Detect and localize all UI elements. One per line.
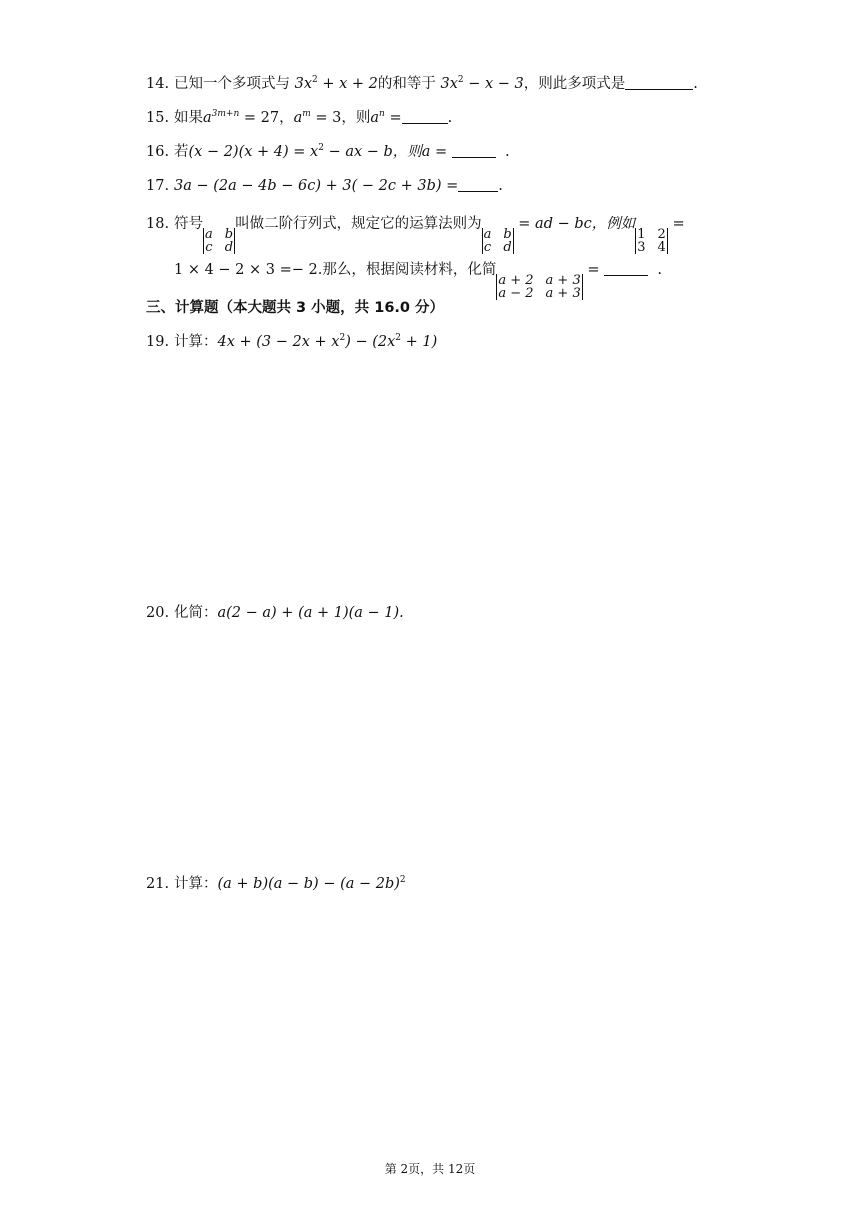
math-expression: =: [587, 262, 600, 278]
exponent: 2: [399, 875, 406, 885]
math-expression: =: [389, 110, 402, 126]
question-number: 19.: [146, 334, 170, 350]
math-expression: = ad − bc，例如: [518, 216, 636, 232]
math-expression: a: [370, 110, 380, 126]
question-text: 叫做二阶行列式，规定它的运算法则为: [235, 216, 482, 232]
exponent: 3m+n: [211, 109, 240, 119]
question-15: [146, 108, 452, 128]
question-16: [146, 142, 510, 162]
math-expression: 3x: [294, 76, 313, 92]
determinant: a + 2 a + 3 a − 2 a + 3: [498, 273, 581, 301]
section-heading: 三、计算题（本大题共 3 小题，共 16.0 分）: [146, 300, 445, 316]
question-14: 14. 已知一个多项式与 $3x^2 + x + 2$的和等于 $3x^2 - x - 3$，则此多项式是 .: [146, 75, 698, 92]
answer-blank[interactable]: [402, 109, 448, 124]
question-text: 化简：: [174, 605, 218, 621]
question-text: 1 × 4 − 2 × 3 =− 2.那么，根据阅读材料，化简: [174, 262, 497, 278]
determinant: a b c d: [483, 227, 512, 255]
math-expression: 3a − (2a − 4b − 6c) + 3( − 2c + 3b) =: [174, 178, 459, 194]
math-expression: 4x + (3 − 2x + x: [217, 334, 340, 350]
question-17: [146, 176, 503, 196]
punctuation: .: [657, 262, 662, 278]
punctuation: .: [505, 144, 510, 160]
question-21: [146, 874, 406, 894]
question-18: [146, 214, 685, 254]
question-number: 15.: [146, 110, 170, 126]
question-18-continued: [174, 260, 662, 300]
punctuation: .: [693, 76, 698, 92]
math-expression: − ax − b，则: [328, 144, 422, 160]
math-expression: + 1): [405, 334, 438, 350]
question-19: [146, 332, 437, 352]
punctuation: .: [498, 178, 503, 194]
question-text: 如果: [174, 110, 203, 126]
answer-blank[interactable]: [604, 261, 648, 276]
math-expression: a: [203, 110, 212, 126]
page-footer: 第 2页，共 12页: [384, 1162, 476, 1176]
math-expression: a(2 − a) + (a + 1)(a − 1).: [217, 605, 404, 621]
question-text: 计算：: [174, 334, 218, 350]
punctuation: .: [447, 110, 453, 126]
determinant: a b c d: [205, 227, 234, 255]
math-expression: 3x: [440, 76, 458, 92]
exponent: 2: [318, 143, 324, 153]
answer-blank[interactable]: [625, 75, 693, 90]
question-number: 14.: [146, 76, 170, 92]
question-text: ，则此多项式是: [523, 76, 626, 92]
question-text: 计算：: [174, 876, 218, 892]
math-expression: = 27，: [243, 110, 294, 126]
answer-blank[interactable]: [458, 177, 498, 192]
question-text: 的和等于: [377, 76, 436, 92]
exponent: m: [302, 109, 311, 119]
question-text: 若: [174, 144, 189, 160]
math-expression: + x + 2: [322, 76, 378, 92]
question-20: [146, 603, 404, 623]
math-expression: ) − (2x: [345, 334, 396, 350]
math-expression: = 3，则: [315, 110, 371, 126]
exponent: n: [379, 109, 385, 119]
math-expression: (x − 2)(x + 4) = x: [188, 144, 319, 160]
question-number: 18.: [146, 216, 170, 232]
math-expression: − x − 3: [468, 76, 524, 92]
question-text: 已知一个多项式与: [174, 76, 290, 92]
question-number: 21.: [146, 876, 170, 892]
determinant: 1 2 3 4: [637, 227, 666, 255]
math-expression: a: [293, 110, 303, 126]
answer-blank[interactable]: [452, 143, 496, 158]
exponent: 2: [395, 333, 402, 343]
math-expression: a =: [421, 144, 448, 160]
exponent: 2: [339, 333, 346, 343]
question-number: 16.: [146, 144, 170, 160]
question-number: 17.: [146, 178, 170, 194]
math-expression: (a + b)(a − b) − (a − 2b): [217, 876, 400, 892]
question-number: 20.: [146, 605, 170, 621]
question-text: 符号: [174, 216, 203, 232]
math-expression: =: [672, 216, 685, 232]
